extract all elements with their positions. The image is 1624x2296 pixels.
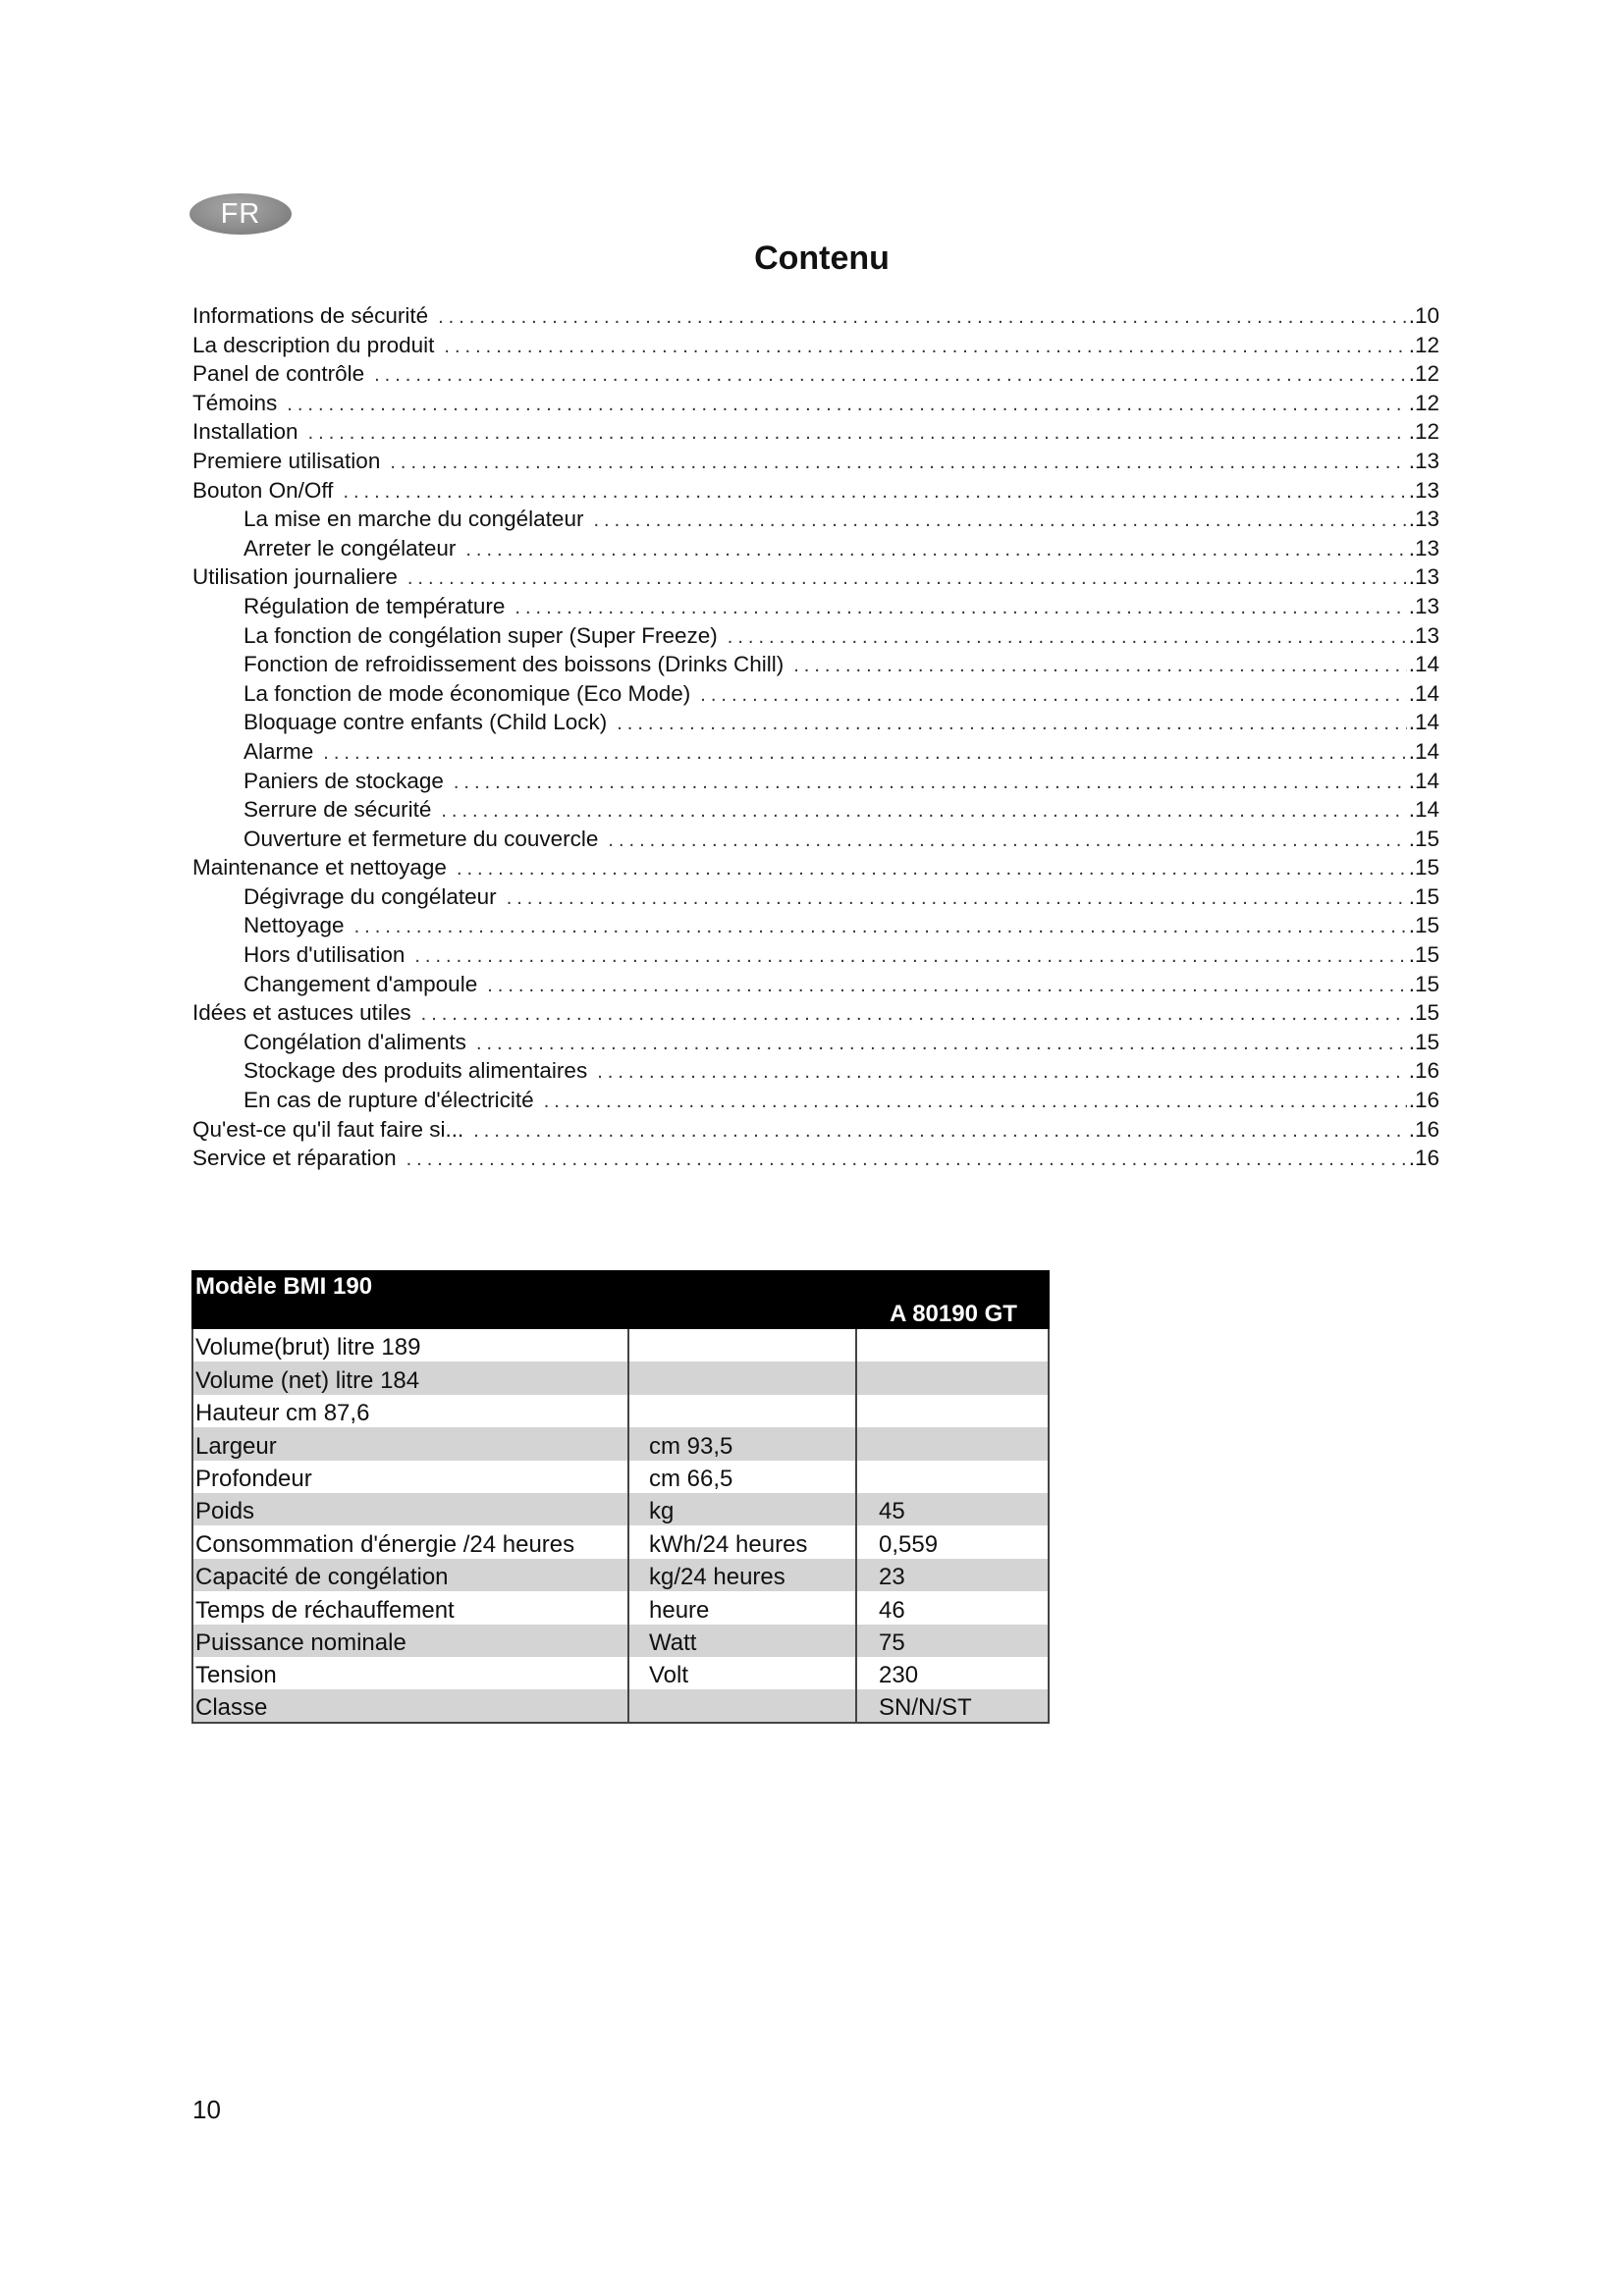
spec-header-row (192, 1270, 1049, 1329)
spec-label: Puissance nominale (192, 1625, 628, 1657)
spec-unit: kWh/24 heures (628, 1525, 856, 1558)
toc-entry-page: .16 (1408, 1146, 1439, 1171)
toc-entry (192, 1058, 1439, 1088)
toc-entry-label: Alarme (244, 738, 314, 764)
toc-dot-leader (457, 858, 1407, 881)
toc-entry-page: .13 (1408, 448, 1439, 473)
toc-entry (192, 1146, 1439, 1175)
toc-entry-label: Congélation d'aliments (244, 1029, 466, 1054)
toc-entry (192, 564, 1439, 594)
toc-entry (192, 942, 1439, 972)
toc-entry-label: Hors d'utilisation (244, 942, 406, 968)
spec-unit: kg (628, 1493, 856, 1525)
toc-entry-page: .15 (1408, 883, 1439, 909)
toc-entry-label: Arreter le congélateur (244, 535, 457, 561)
toc-entry-page: .14 (1408, 738, 1439, 764)
toc-entry (192, 361, 1439, 391)
toc-entry-page: .13 (1408, 535, 1439, 561)
toc-entry-page: .14 (1408, 797, 1439, 823)
toc-entry (192, 478, 1439, 507)
spec-value (856, 1461, 1049, 1493)
toc-dot-leader (407, 567, 1407, 590)
spec-row (192, 1525, 1049, 1558)
toc-dot-leader (793, 655, 1407, 677)
toc-dot-leader (406, 1148, 1407, 1171)
toc-entry-label: La mise en marche du congélateur (244, 507, 584, 532)
toc-entry-label: Panel de contrôle (192, 361, 365, 387)
toc-entry-page: .15 (1408, 971, 1439, 996)
toc-entry (192, 652, 1439, 681)
toc-entry-page: .16 (1408, 1058, 1439, 1084)
toc-entry-label: Service et réparation (192, 1146, 397, 1171)
toc-entry-page: .13 (1408, 477, 1439, 503)
toc-entry (192, 739, 1439, 769)
spec-label: Temps de réchauffement (192, 1591, 628, 1624)
toc-entry (192, 536, 1439, 565)
spec-unit: kg/24 heures (628, 1559, 856, 1591)
toc-entry-label: Qu'est-ce qu'il faut faire si... (192, 1116, 464, 1142)
spec-unit: heure (628, 1591, 856, 1624)
toc-dot-leader (544, 1091, 1407, 1113)
spec-row (192, 1395, 1049, 1427)
toc-dot-leader (608, 829, 1406, 852)
spec-value: 46 (856, 1591, 1049, 1624)
toc-entry-label: Premiere utilisation (192, 448, 381, 473)
toc-entry-label: La fonction de mode économique (Eco Mode) (244, 680, 691, 706)
spec-unit: cm 66,5 (628, 1461, 856, 1493)
toc-entry-label: Dégivrage du congélateur (244, 883, 497, 909)
spec-value: 45 (856, 1493, 1049, 1525)
toc-entry (192, 1000, 1439, 1030)
toc-entry-page: .15 (1408, 826, 1439, 851)
toc-entry-label: La description du produit (192, 332, 435, 357)
spec-value (856, 1329, 1049, 1362)
spec-label: Volume (net) litre 184 (192, 1362, 628, 1394)
spec-value (856, 1427, 1049, 1460)
spec-row (192, 1657, 1049, 1689)
toc-entry-label: La fonction de congélation super (Super Freeze) (244, 622, 718, 648)
toc-dot-leader (444, 336, 1406, 358)
spec-header-unit (628, 1270, 856, 1329)
toc-entry-label: Informations de sécurité (192, 303, 429, 328)
toc-dot-leader (597, 1061, 1407, 1084)
toc-entry-label: Ouverture et fermeture du couvercle (244, 826, 599, 851)
page-number: 10 (192, 2095, 221, 2124)
toc-entry-page: .12 (1408, 419, 1439, 445)
toc-entry (192, 333, 1439, 362)
toc-dot-leader (465, 539, 1406, 561)
toc-entry-page: .12 (1408, 390, 1439, 415)
toc-dot-leader (287, 394, 1406, 416)
spec-row (192, 1329, 1049, 1362)
toc-dot-leader (414, 945, 1406, 968)
toc-entry-label: Installation (192, 419, 298, 445)
toc-dot-leader (374, 364, 1407, 387)
spec-label: Consommation d'énergie /24 heures (192, 1525, 628, 1558)
spec-label: Hauteur cm 87,6 (192, 1395, 628, 1427)
toc-entry-label: Paniers de stockage (244, 768, 444, 793)
toc-entry-page: .15 (1408, 942, 1439, 968)
toc-entry (192, 1117, 1439, 1147)
toc-entry (192, 681, 1439, 711)
spec-row (192, 1591, 1049, 1624)
toc-entry (192, 594, 1439, 623)
toc-entry (192, 913, 1439, 942)
toc-entry-page: .15 (1408, 913, 1439, 938)
spec-label: Profondeur (192, 1461, 628, 1493)
toc-entry-page: .15 (1408, 1029, 1439, 1054)
spec-header-model-code: A 80190 GT (856, 1270, 1049, 1329)
spec-label: Classe (192, 1689, 628, 1722)
toc-entry-label: Fonction de refroidissement des boissons (Drinks Chill) (244, 652, 785, 677)
toc-entry-label: Nettoyage (244, 913, 345, 938)
spec-row (192, 1689, 1049, 1722)
spec-row (192, 1625, 1049, 1657)
toc-dot-leader (593, 509, 1406, 532)
spec-unit: Watt (628, 1625, 856, 1657)
spec-unit (628, 1329, 856, 1362)
toc-entry-page: .15 (1408, 855, 1439, 881)
toc-dot-leader (438, 306, 1407, 329)
spec-value (856, 1362, 1049, 1394)
spec-label: Tension (192, 1657, 628, 1689)
toc-entry-page: .13 (1408, 507, 1439, 532)
spec-label: Poids (192, 1493, 628, 1525)
toc-dot-leader (514, 597, 1406, 619)
toc-entry-page: .12 (1408, 332, 1439, 357)
toc-dot-leader (473, 1120, 1407, 1143)
spec-unit (628, 1689, 856, 1722)
table-of-contents (192, 303, 1439, 1175)
spec-header-model-name: Modèle BMI 190 (192, 1270, 628, 1329)
toc-entry (192, 1030, 1439, 1059)
specification-table (191, 1270, 1050, 1724)
toc-entry-page: .16 (1408, 1116, 1439, 1142)
spec-unit: Volt (628, 1657, 856, 1689)
toc-entry-page: .16 (1408, 1088, 1439, 1113)
spec-unit (628, 1362, 856, 1394)
toc-entry-page: .13 (1408, 593, 1439, 618)
spec-unit (628, 1395, 856, 1427)
toc-dot-leader (323, 742, 1406, 765)
toc-entry-page: .10 (1408, 303, 1439, 328)
toc-entry (192, 391, 1439, 420)
toc-entry (192, 855, 1439, 884)
spec-value: 23 (856, 1559, 1049, 1591)
toc-entry (192, 1088, 1439, 1117)
spec-label: Largeur (192, 1427, 628, 1460)
toc-entry-page: .13 (1408, 564, 1439, 590)
toc-dot-leader (700, 684, 1406, 707)
toc-entry (192, 972, 1439, 1001)
toc-dot-leader (390, 452, 1406, 474)
toc-dot-leader (487, 975, 1407, 997)
toc-entry (192, 449, 1439, 478)
toc-entry-label: Serrure de sécurité (244, 797, 432, 823)
toc-entry-page: .13 (1408, 622, 1439, 648)
spec-label: Volume(brut) litre 189 (192, 1329, 628, 1362)
toc-entry-label: Bloquage contre enfants (Child Lock) (244, 710, 608, 735)
toc-entry-page: .14 (1408, 710, 1439, 735)
toc-entry-label: Régulation de température (244, 593, 506, 618)
toc-entry (192, 884, 1439, 914)
toc-dot-leader (343, 481, 1406, 504)
toc-entry-page: .15 (1408, 1000, 1439, 1026)
spec-unit: cm 93,5 (628, 1427, 856, 1460)
spec-value (856, 1395, 1049, 1427)
spec-row (192, 1362, 1049, 1394)
toc-entry (192, 623, 1439, 653)
toc-entry (192, 419, 1439, 449)
spec-value: 0,559 (856, 1525, 1049, 1558)
toc-dot-leader (728, 626, 1407, 649)
toc-entry-page: .12 (1408, 361, 1439, 387)
spec-row (192, 1559, 1049, 1591)
toc-entry-page: .14 (1408, 680, 1439, 706)
language-badge: FR (189, 193, 292, 235)
page-title: Contenu (754, 240, 890, 277)
toc-entry-label: Maintenance et nettoyage (192, 855, 447, 881)
toc-entry (192, 710, 1439, 739)
toc-entry-label: Changement d'ampoule (244, 971, 478, 996)
spec-row (192, 1427, 1049, 1460)
toc-dot-leader (354, 916, 1407, 938)
toc-entry-label: Bouton On/Off (192, 477, 334, 503)
spec-value: SN/N/ST (856, 1689, 1049, 1722)
toc-entry (192, 507, 1439, 536)
toc-entry (192, 769, 1439, 798)
spec-label: Capacité de congélation (192, 1559, 628, 1591)
toc-entry-label: Utilisation journaliere (192, 564, 398, 590)
toc-dot-leader (441, 800, 1406, 823)
toc-dot-leader (617, 713, 1407, 735)
toc-dot-leader (476, 1033, 1407, 1055)
toc-entry (192, 303, 1439, 333)
spec-row (192, 1493, 1049, 1525)
toc-dot-leader (454, 772, 1407, 794)
toc-dot-leader (421, 1003, 1407, 1026)
toc-entry (192, 797, 1439, 827)
toc-dot-leader (308, 422, 1407, 445)
spec-row (192, 1461, 1049, 1493)
spec-value: 230 (856, 1657, 1049, 1689)
toc-entry-label: Idées et astuces utiles (192, 1000, 411, 1026)
toc-dot-leader (507, 887, 1407, 910)
toc-entry-page: .14 (1408, 768, 1439, 793)
toc-entry (192, 827, 1439, 856)
toc-entry-label: Stockage des produits alimentaires (244, 1058, 588, 1084)
spec-value: 75 (856, 1625, 1049, 1657)
toc-entry-label: En cas de rupture d'électricité (244, 1088, 534, 1113)
toc-entry-page: .14 (1408, 652, 1439, 677)
toc-entry-label: Témoins (192, 390, 278, 415)
